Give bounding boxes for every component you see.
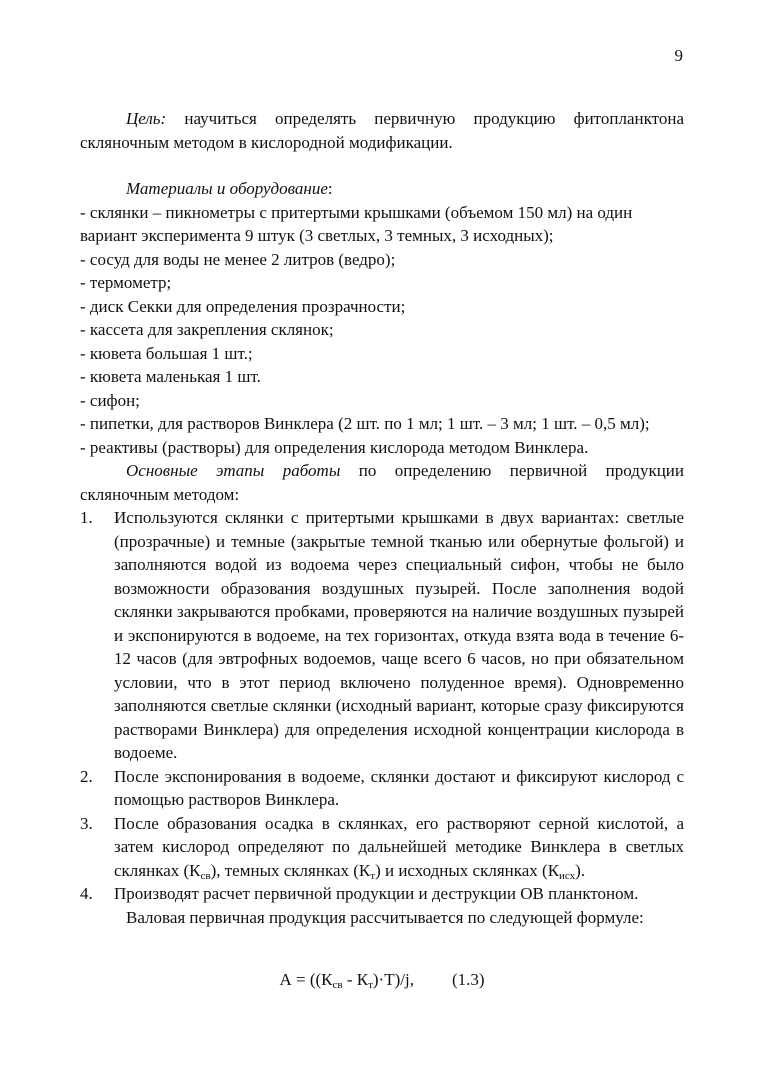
- steps-list: [80, 506, 684, 906]
- step-text-part: ).: [575, 860, 586, 880]
- goal-text: научиться определять первичную продукцию фитопланктона скляночным методом в кислородной модификации.: [80, 109, 684, 152]
- formula-subscript-t: т: [368, 979, 373, 991]
- formula-subscript-sv: св: [332, 979, 343, 991]
- step-item-4: [80, 882, 684, 906]
- stages-paragraph: [80, 459, 684, 506]
- materials-item: - реактивы (растворы) для определения кислорода методом Винклера.: [80, 437, 589, 457]
- materials-item: - диск Секки для определения прозрачности;: [80, 296, 406, 316]
- goal-label: Цель:: [126, 109, 167, 128]
- formula-line: [80, 968, 684, 992]
- materials-item: - термометр;: [80, 273, 172, 292]
- step-item-3: [80, 812, 684, 883]
- step-text: Производят расчет первичной продукции и деструкции ОВ планктоном.: [114, 884, 639, 903]
- materials-label: Материалы и оборудование: [126, 179, 328, 198]
- formula-part: А = ((К: [279, 970, 333, 989]
- step-item-2: [80, 765, 684, 812]
- equation-number: (1.3): [451, 970, 485, 989]
- step-number: 1.: [80, 508, 93, 527]
- materials-heading: [80, 177, 684, 201]
- step-text: [114, 814, 684, 880]
- materials-item: - сифон;: [80, 390, 140, 410]
- materials-item: - кювета большая 1 шт.;: [80, 343, 253, 363]
- step-number: 2.: [80, 766, 93, 786]
- step-number: 4.: [80, 884, 93, 903]
- step-text-part: ), темных склянках (К: [210, 860, 371, 880]
- materials-item: - пипетки, для растворов Винклера (2 шт. по 1 мл; 1 шт. – 3 мл; 1 шт. – 0,5 мл);: [80, 414, 650, 433]
- materials-colon: :: [327, 179, 333, 198]
- stages-text: по определению первичной продукции скляночным методом:: [80, 461, 684, 504]
- page-content: [80, 107, 684, 991]
- subscript-t: т: [370, 869, 376, 882]
- step-text-part: ) и исходных склянках (К: [375, 860, 560, 880]
- step-text-part: После образования осадка в склянках, его растворяют серной кислотой, а затем кислород определяют по дальнейшей методике Винклера в светлых склянках (К: [114, 813, 684, 880]
- page-number: 9: [674, 46, 683, 65]
- formula-part: - К: [342, 970, 369, 989]
- subscript-sv: св: [200, 869, 211, 882]
- step-text: После экспонирования в водоеме, склянки достают и фиксируют кислород с помощью растворов Винклера.: [114, 766, 684, 809]
- step-text: Используются склянки с притертыми крышками в двух вариантах: светлые (прозрачные) и темные (закрытые темной тканью или обернутые фольгой) и заполняются водой из водоема через специальный сифон, чтобы не было возможности образования воздушных пузырей. После заполнения водой склянки закрываются пробками, проверяются на наличие воздушных пузырей и экспонируются в водоеме, на тех горизонтах, откуда взята вода в течение 6-12 часов (для эвтрофных водоемов, чаще всего 6 часов, но при обязательном условии, что в этот период включено полуденное время). Одновременно заполняются светлые склянки (исходный вариант, которые сразу фиксируются растворами Винклера) для определения исходной концентрации кислорода в водоеме.: [114, 508, 684, 762]
- materials-item: - кассета для закрепления склянок;: [80, 320, 334, 339]
- goal-paragraph: [80, 107, 684, 154]
- materials-item: - сосуд для воды не менее 2 литров (ведро);: [80, 249, 396, 269]
- subscript-isx: исх: [559, 869, 576, 882]
- materials-list: [80, 201, 684, 460]
- step-item-1: [80, 506, 684, 765]
- formula-intro: Валовая первичная продукция рассчитывается по следующей формуле:: [126, 907, 644, 927]
- stages-label: Основные этапы работы: [126, 461, 341, 480]
- step-number: 3.: [80, 813, 93, 833]
- formula-part: )·Т)/j,: [372, 970, 414, 989]
- spacer: [80, 154, 684, 177]
- materials-item: - склянки – пикнометры с притертыми крышками (объемом 150 мл) на один вариант эксперимента 9 штук (3 светлых, 3 темных, 3 исходных);: [80, 202, 633, 245]
- materials-item: - кювета маленькая 1 шт.: [80, 367, 261, 386]
